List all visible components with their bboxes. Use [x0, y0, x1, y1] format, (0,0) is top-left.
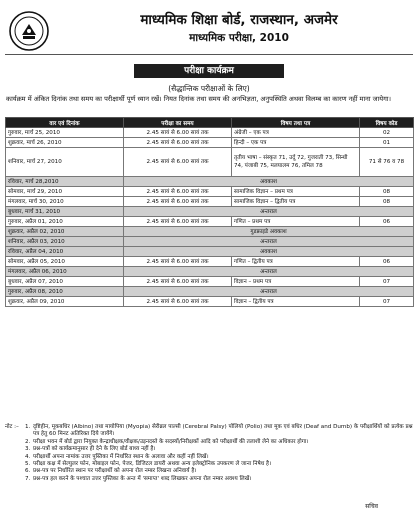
note-label — [5, 468, 25, 475]
note-text: प्रश्न-पत्र हल करने के पश्चात उत्तर पुस्तिका के अन्त में 'समाप्त' शब्द लिखकर अपना रोल नम्बर अवश्य लिखें। — [33, 475, 252, 482]
cell-status: अवकाश — [124, 247, 414, 257]
table-row — [6, 177, 414, 187]
table-header — [6, 118, 414, 128]
cell-subject: तृतीय भाषा – संस्कृत 71, उर्दू 72, गुजराती 73, सिन्धी 74, पंजाबी 75, मलयालम 76, तमिल 78 — [232, 148, 360, 177]
note-item — [5, 446, 413, 453]
note-number: 6. — [25, 468, 31, 475]
note-number: 2. — [25, 438, 31, 445]
cell-code: 07 — [360, 297, 414, 307]
cell-date: शुक्रवार, अप्रैल 09, 2010 — [6, 297, 124, 307]
cell-status: अन्तराल — [124, 207, 414, 217]
note-label — [5, 454, 25, 461]
cell-subject: सामाजिक विज्ञान – प्रथम पत्र — [232, 187, 360, 197]
cell-code: 07 — [360, 277, 414, 287]
cell-date: शुक्रवार, मार्च 26, 2010 — [6, 138, 124, 148]
cell-code: 08 — [360, 197, 414, 207]
note-item — [5, 476, 413, 483]
note-label: नोट :– — [5, 424, 19, 430]
table-row — [6, 128, 414, 138]
intro-text: कार्यक्रम में अंकित दिनांक तथा समय का परीक्षार्थी पूर्ण ध्यान रखें। नियत दिनांक तथा समय की अनभिज्ञता, अनुपस्थिति अथवा विलम्ब का कारण नहीं माना जायेगा। — [6, 95, 391, 103]
note-text: परीक्षा भवन में बोर्ड द्वारा नियुक्त केन्द्राधीक्षक/वीक्षक/उड़नदस्ते के सदस्यों/निरीक्षकों आदि को परीक्षार्थी की तलाशी लेने का अधिकार होगा। — [33, 438, 309, 445]
cell-date: मंगलवार, अप्रैल 06, 2010 — [6, 267, 124, 277]
table-row — [6, 217, 414, 227]
cell-time: 2.45 सायं से 6.00 सायं तक — [124, 128, 232, 138]
program-banner: परीक्षा कार्यक्रम — [134, 64, 284, 78]
cell-date: रविवार, अप्रैल 04, 2010 — [6, 247, 124, 257]
note-text: दृष्टिहीन, मूकबधिर (Albino) तथा मायोपिया (Myopia) सेरीब्रल पाल्सी (Cerebral Palsy) पोलियो (Polio) तथा मूक एवं बधिर (Deaf and Dumb) के परीक्षार्थियों को प्रत्येक प्रश्न पत्र हेतु 60 मिनट अतिरिक्त दिये जायेंगे। — [33, 424, 413, 438]
cell-time: 2.45 सायं से 6.00 सायं तक — [124, 277, 232, 287]
cell-date: शनिवार, अप्रैल 03, 2010 — [6, 237, 124, 247]
cell-time: 2.45 सायं से 6.00 सायं तक — [124, 257, 232, 267]
cell-code: 01 — [360, 138, 414, 148]
board-emblem-icon — [9, 11, 49, 51]
table-row — [6, 237, 414, 247]
col-header-code: विषय कोड — [360, 118, 414, 128]
cell-date: गुरुवार, मार्च 25, 2010 — [6, 128, 124, 138]
note-label — [5, 446, 25, 453]
table-row — [6, 187, 414, 197]
table-row — [6, 197, 414, 207]
col-header-subject: विषय तथा पत्र — [232, 118, 360, 128]
cell-code: 08 — [360, 187, 414, 197]
note-number: 5. — [25, 461, 31, 468]
cell-subject: विज्ञान – द्वितीय पत्र — [232, 297, 360, 307]
cell-code: 06 — [360, 217, 414, 227]
cell-date: बुधवार, मार्च 31, 2010 — [6, 207, 124, 217]
cell-subject: सामाजिक विज्ञान – द्वितीय पत्र — [232, 197, 360, 207]
note-label — [5, 461, 25, 468]
table-row — [6, 287, 414, 297]
table-row — [6, 207, 414, 217]
note-number: 7. — [25, 475, 31, 482]
cell-date: गुरुवार, अप्रैल 08, 2010 — [6, 287, 124, 297]
table-row — [6, 148, 414, 177]
cell-date: सोमवार, अप्रैल 05, 2010 — [6, 257, 124, 267]
cell-time: 2.45 सायं से 6.00 सायं तक — [124, 217, 232, 227]
schedule-table — [5, 117, 414, 307]
table-row — [6, 277, 414, 287]
cell-time: 2.45 सायं से 6.00 सायं तक — [124, 148, 232, 177]
cell-code: 71 से 76 व 78 — [360, 148, 414, 177]
cell-time: 2.45 सायं से 6.00 सायं तक — [124, 197, 232, 207]
cell-code: 02 — [360, 128, 414, 138]
cell-date: सोमवार, मार्च 29, 2010 — [6, 187, 124, 197]
note-text: परीक्षा कक्ष में सेल्युलर फोन, मोबाइल फोन, पेजर, डिजिटल डायरी अथवा अन्य इलेक्ट्रोनिक उपकरण ले जाना निषेध है। — [33, 461, 272, 468]
note-item — [5, 454, 413, 461]
cell-status: अन्तराल — [124, 287, 414, 297]
cell-subject: हिन्दी – एक पत्र — [232, 138, 360, 148]
cell-code: 06 — [360, 257, 414, 267]
cell-date: बुधवार, अप्रैल 07, 2010 — [6, 277, 124, 287]
col-header-date: वार एवं दिनांक — [6, 118, 124, 128]
exam-title: माध्यमिक परीक्षा, 2010 — [189, 32, 289, 44]
note-text: प्रश्न-पत्र पर निर्धारित स्थान पर परीक्षार्थी को अपना रोल नम्बर लिखना अनिवार्य है। — [33, 468, 197, 475]
table-row — [6, 138, 414, 148]
note-label — [5, 476, 25, 483]
cell-time: 2.45 सायं से 6.00 सायं तक — [124, 297, 232, 307]
cell-status: अन्तराल — [124, 267, 414, 277]
note-item — [5, 468, 413, 475]
table-row — [6, 247, 414, 257]
secretary-signature: सचिव — [365, 503, 378, 510]
cell-subject: गणित – प्रथम पत्र — [232, 217, 360, 227]
cell-subject: गणित – द्वितीय पत्र — [232, 257, 360, 267]
cell-time: 2.45 सायं से 6.00 सायं तक — [124, 187, 232, 197]
cell-date: गुरुवार, अप्रैल 01, 2010 — [6, 217, 124, 227]
notes-section — [5, 424, 413, 483]
note-number: 3. — [25, 446, 31, 453]
cell-subject: विज्ञान – प्रथम पत्र — [232, 277, 360, 287]
cell-status: गुडफ्राइडे अवकाश — [124, 227, 414, 237]
program-subtitle: (सैद्धान्तिक परीक्षाओं के लिए) — [168, 84, 250, 93]
col-header-time: परीक्षा का समय — [124, 118, 232, 128]
note-text: प्रश्न-पत्रों को कार्यक्रमानुसार ही देने के लिए बोर्ड बाध्य नहीं है। — [33, 446, 156, 453]
note-text: परीक्षार्थी अपना नामांक उत्तर पुस्तिका में निर्धारित स्थान के अलावा और कहीं नहीं लिखें। — [33, 453, 209, 460]
note-number: 4. — [25, 453, 31, 460]
table-row — [6, 267, 414, 277]
cell-time: 2.45 सायं से 6.00 सायं तक — [124, 138, 232, 148]
table-row — [6, 257, 414, 267]
note-item — [5, 424, 413, 439]
board-title: माध्यमिक शिक्षा बोर्ड, राजस्थान, अजमेर — [140, 12, 338, 28]
note-number: 1. — [25, 424, 31, 430]
cell-date: रविवार, मार्च 28,2010 — [6, 177, 124, 187]
cell-status: अवकाश — [124, 177, 414, 187]
divider — [5, 54, 413, 55]
cell-status: अन्तराल — [124, 237, 414, 247]
table-row — [6, 227, 414, 237]
table-row — [6, 297, 414, 307]
cell-subject: अंग्रेजी – एक पत्र — [232, 128, 360, 138]
cell-date: शनिवार, मार्च 27, 2010 — [6, 148, 124, 177]
cell-date: मंगलवार, मार्च 30, 2010 — [6, 197, 124, 207]
note-label — [5, 439, 25, 446]
cell-date: शुक्रवार, अप्रैल 02, 2010 — [6, 227, 124, 237]
